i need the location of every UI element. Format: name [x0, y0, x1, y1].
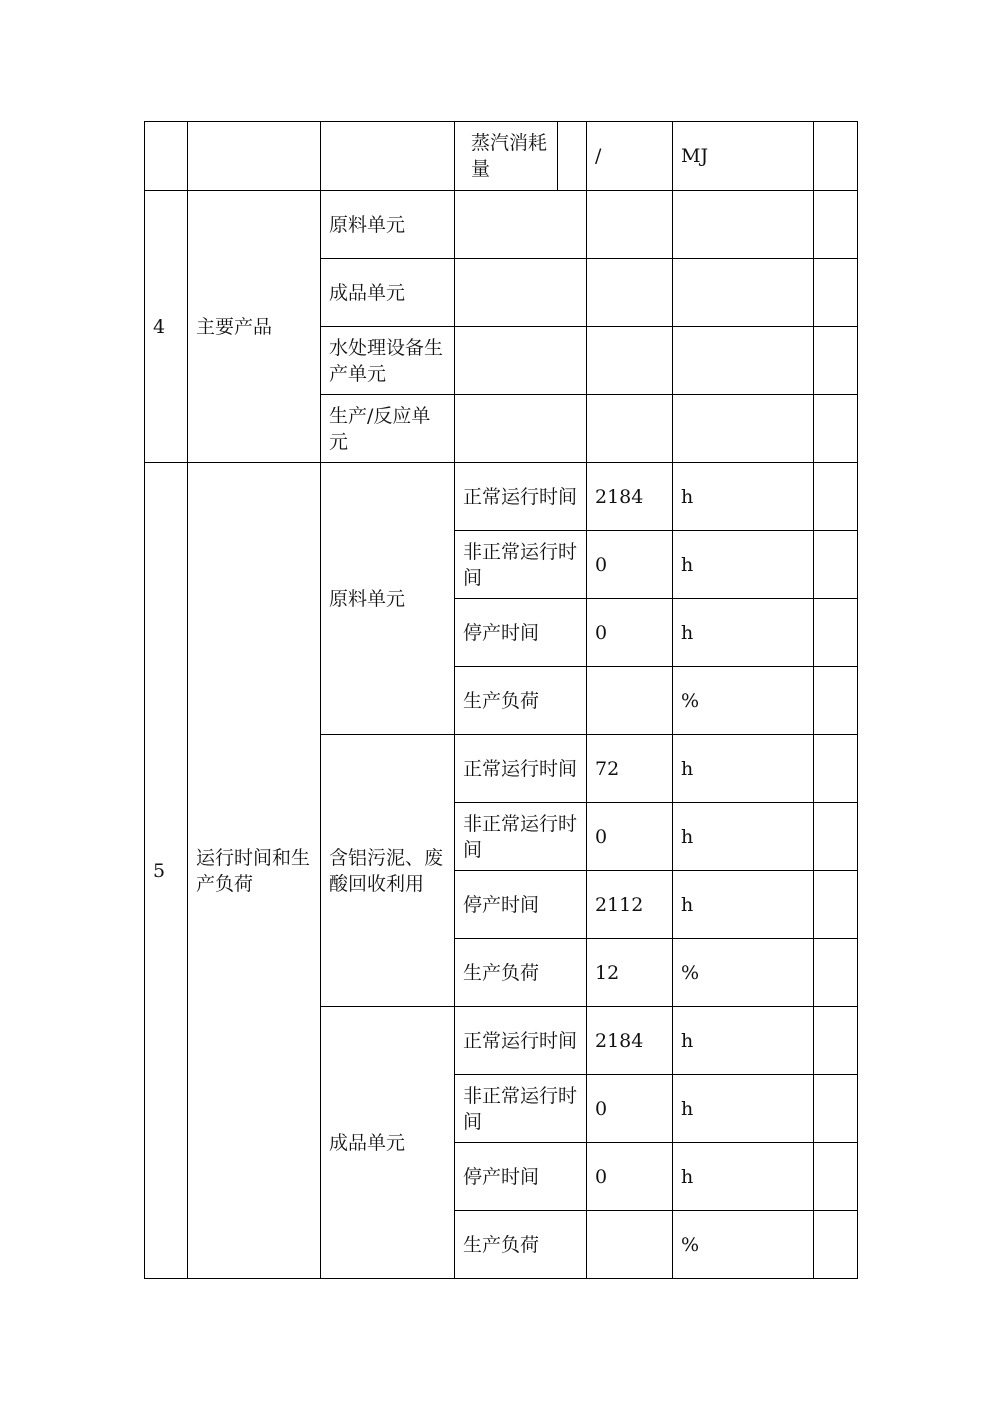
cell-empty	[673, 191, 814, 259]
value-cell: 72	[587, 735, 673, 803]
value-cell: 0	[587, 1143, 673, 1211]
unit-cell: %	[673, 939, 814, 1007]
cell-empty	[587, 259, 673, 327]
unit-name: 原料单元	[321, 191, 455, 259]
value-cell: /	[587, 122, 673, 191]
cell-empty	[587, 327, 673, 395]
item-label: 蒸汽消耗量	[463, 122, 558, 190]
table-row	[145, 122, 858, 191]
value-cell: 0	[587, 1075, 673, 1143]
cell-empty	[814, 122, 858, 191]
unit-name: 水处理设备生产单元	[321, 327, 455, 395]
cell-empty	[814, 531, 858, 599]
unit-cell: h	[673, 463, 814, 531]
item-label: 生产负荷	[455, 939, 587, 1007]
item-label: 正常运行时间	[455, 463, 587, 531]
cell-empty	[673, 259, 814, 327]
unit-name: 生产/反应单元	[321, 395, 455, 463]
cell-empty	[188, 122, 321, 191]
cell-empty	[673, 395, 814, 463]
value-cell: 0	[587, 531, 673, 599]
item-label: 停产时间	[455, 871, 587, 939]
item-label: 停产时间	[455, 1143, 587, 1211]
unit-cell: h	[673, 1075, 814, 1143]
operation-table	[144, 121, 858, 1279]
unit-cell: h	[673, 531, 814, 599]
value-cell: 0	[587, 803, 673, 871]
cell-empty	[814, 191, 858, 259]
cell-empty	[814, 327, 858, 395]
table-row	[145, 191, 858, 259]
value-cell: 0	[587, 599, 673, 667]
cell-empty	[455, 395, 587, 463]
group-name: 原料单元	[321, 463, 455, 735]
cell-empty	[814, 1075, 858, 1143]
cell-empty	[814, 939, 858, 1007]
cell-empty	[814, 803, 858, 871]
cell-empty	[814, 1143, 858, 1211]
unit-cell: h	[673, 1007, 814, 1075]
value-cell	[587, 667, 673, 735]
unit-cell: h	[673, 1143, 814, 1211]
cell-empty	[145, 122, 188, 191]
value-cell: 12	[587, 939, 673, 1007]
cell-empty	[814, 735, 858, 803]
unit-cell: %	[673, 667, 814, 735]
cell-empty	[814, 1007, 858, 1075]
item-label: 非正常运行时间	[455, 803, 587, 871]
cell-empty	[455, 191, 587, 259]
group-name: 成品单元	[321, 1007, 455, 1279]
unit-cell: h	[673, 803, 814, 871]
section-number: 4	[145, 191, 188, 463]
unit-cell: h	[673, 871, 814, 939]
section-number: 5	[145, 463, 188, 1279]
value-cell	[587, 1211, 673, 1279]
cell-empty	[455, 259, 587, 327]
unit-name: 成品单元	[321, 259, 455, 327]
cell-empty	[814, 395, 858, 463]
table-row	[145, 463, 858, 531]
section-title: 主要产品	[188, 191, 321, 463]
cell-empty	[814, 1211, 858, 1279]
item-label: 停产时间	[455, 599, 587, 667]
item-label: 生产负荷	[455, 667, 587, 735]
item-label: 非正常运行时间	[455, 531, 587, 599]
item-label: 正常运行时间	[455, 1007, 587, 1075]
value-cell: 2112	[587, 871, 673, 939]
unit-cell: MJ	[673, 122, 814, 191]
unit-cell: h	[673, 735, 814, 803]
cell-empty	[814, 871, 858, 939]
item-label: 生产负荷	[455, 1211, 587, 1279]
cell-empty	[814, 599, 858, 667]
cell-empty	[321, 122, 455, 191]
value-cell: 2184	[587, 1007, 673, 1075]
cell-empty	[814, 463, 858, 531]
cell-empty	[455, 327, 587, 395]
group-name: 含铝污泥、废酸回收利用	[321, 735, 455, 1007]
section-title: 运行时间和生产负荷	[188, 463, 321, 1279]
cell-empty	[587, 191, 673, 259]
item-cell	[455, 122, 587, 191]
unit-cell: %	[673, 1211, 814, 1279]
cell-empty	[587, 395, 673, 463]
item-label: 非正常运行时间	[455, 1075, 587, 1143]
cell-empty	[673, 327, 814, 395]
cell-empty	[814, 667, 858, 735]
unit-cell: h	[673, 599, 814, 667]
cell-empty	[814, 259, 858, 327]
value-cell: 2184	[587, 463, 673, 531]
item-label: 正常运行时间	[455, 735, 587, 803]
